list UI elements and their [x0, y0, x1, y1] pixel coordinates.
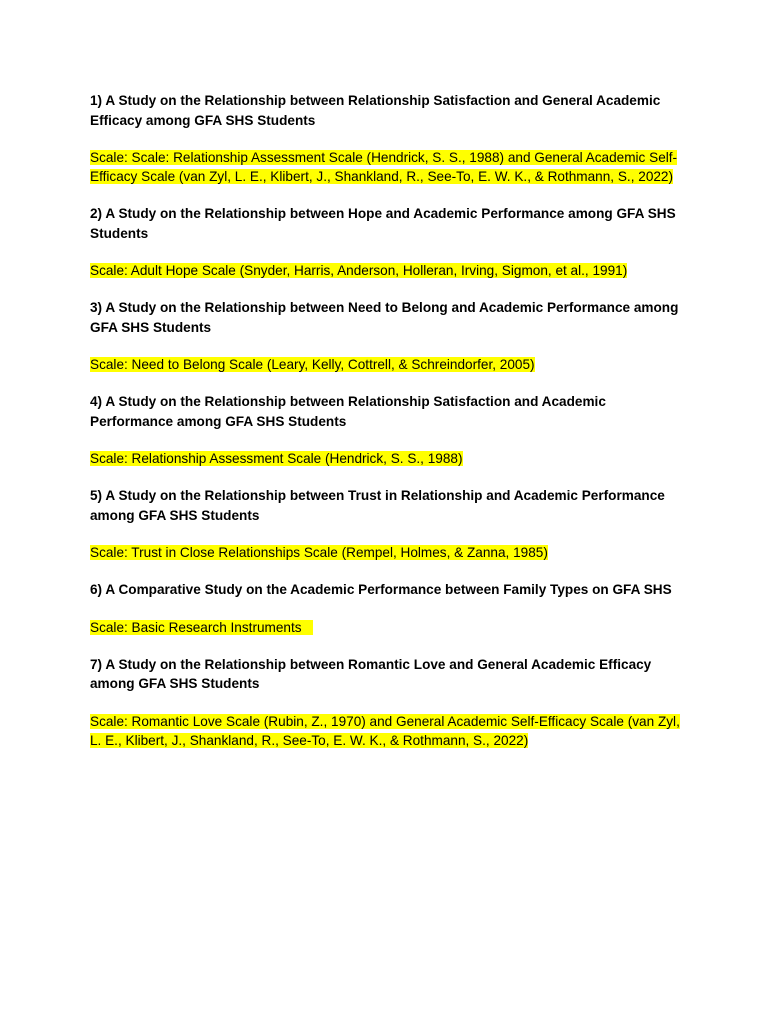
study-entry-7 — [90, 655, 690, 750]
study-entry-5 — [90, 486, 690, 562]
scale-highlight: Scale: Scale: Relationship Assessment Scale (Hendrick, S. S., 1988) and General Academic Self-Efficacy Scale (van Zyl, L. E., Klibert, J., Shankland, R., See-To, E. W. K., & Rothmann, S., 2022) — [90, 150, 678, 184]
study-scale — [90, 148, 690, 186]
study-title: 2) A Study on the Relationship between Hope and Academic Performance among GFA SHS Students — [90, 206, 676, 241]
scale-highlight: Scale: Adult Hope Scale (Snyder, Harris, Anderson, Holleran, Irving, Sigmon, et al., 1991) — [90, 263, 628, 278]
study-entry-1 — [90, 91, 690, 186]
study-title: 1) A Study on the Relationship between Relationship Satisfaction and General Academic Efficacy among GFA SHS Students — [90, 93, 661, 128]
study-title: 3) A Study on the Relationship between Need to Belong and Academic Performance among GFA SHS Students — [90, 300, 679, 335]
study-scale — [90, 543, 690, 562]
study-scale — [90, 712, 690, 750]
study-title: 6) A Comparative Study on the Academic Performance between Family Types on GFA SHS — [90, 582, 672, 597]
scale-highlight: Scale: Need to Belong Scale (Leary, Kelly, Cottrell, & Schreindorfer, 2005) — [90, 357, 535, 372]
study-entry-4 — [90, 392, 690, 468]
study-title: 5) A Study on the Relationship between Trust in Relationship and Academic Performance among GFA SHS Students — [90, 488, 665, 523]
study-scale — [90, 261, 690, 280]
scale-highlight: Scale: Trust in Close Relationships Scale (Rempel, Holmes, & Zanna, 1985) — [90, 545, 548, 560]
scale-highlight: Scale: Romantic Love Scale (Rubin, Z., 1970) and General Academic Self-Efficacy Scale (van Zyl, L. E., Klibert, J., Shankland, R., See-To, E. W. K., & Rothmann, S., 2022) — [90, 713, 680, 748]
study-entry-2 — [90, 204, 690, 280]
study-scale — [90, 618, 690, 637]
study-title: 4) A Study on the Relationship between Relationship Satisfaction and Academic Performance among GFA SHS Students — [90, 394, 606, 429]
study-scale — [90, 355, 690, 374]
study-entry-6 — [90, 580, 690, 637]
scale-highlight: Scale: Relationship Assessment Scale (Hendrick, S. S., 1988) — [90, 451, 463, 466]
study-entry-3 — [90, 298, 690, 374]
study-scale — [90, 449, 690, 468]
study-title: 7) A Study on the Relationship between Romantic Love and General Academic Efficacy among GFA SHS Students — [90, 656, 652, 691]
scale-highlight: Scale: Basic Research Instruments — [90, 619, 313, 635]
document-page — [90, 91, 690, 768]
